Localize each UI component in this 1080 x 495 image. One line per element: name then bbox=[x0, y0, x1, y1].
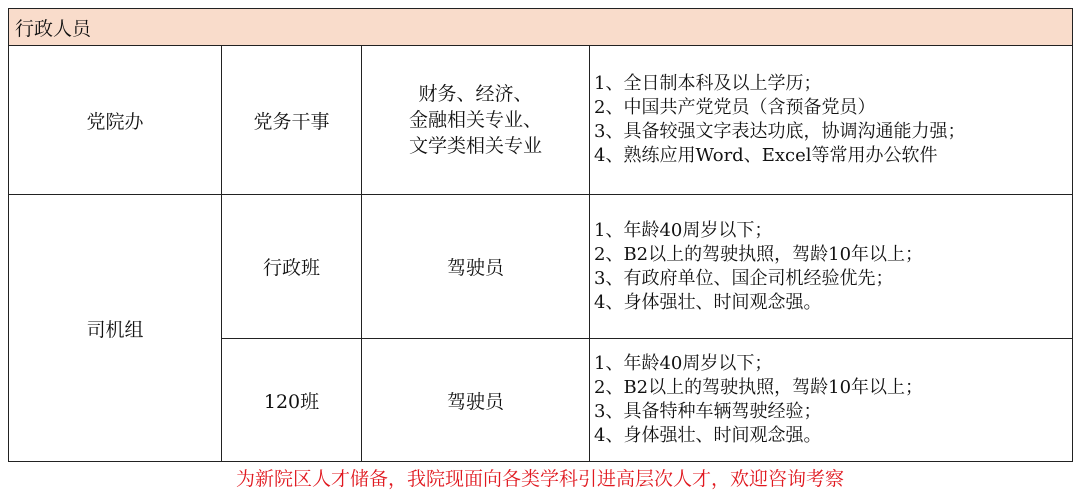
major-line: 财务、经济、 bbox=[418, 83, 533, 105]
section-title: 行政人员 bbox=[9, 9, 1073, 46]
major-line: 文学类相关专业 bbox=[408, 135, 542, 157]
position-cell: 党务干事 bbox=[222, 46, 362, 195]
recruitment-table-container bbox=[8, 8, 1072, 462]
requirement-item: 1、年龄40周岁以下； bbox=[594, 219, 773, 241]
requirement-item: 3、具备较强文字表达功底，协调沟通能力强； bbox=[594, 121, 966, 142]
position-cell: 驾驶员 bbox=[362, 195, 590, 339]
major-line: 金融相关专业、 bbox=[408, 109, 542, 131]
team-cell: 行政班 bbox=[222, 195, 362, 339]
requirement-item: 4、身体强壮、时间观念强。 bbox=[594, 291, 822, 313]
major-cell bbox=[362, 46, 590, 195]
team-cell: 120班 bbox=[222, 339, 362, 462]
requirement-item: 3、具备特种车辆驾驶经验； bbox=[594, 401, 822, 422]
requirement-item: 1、全日制本科及以上学历； bbox=[594, 73, 822, 94]
requirement-item: 2、中国共产党党员（含预备党员） bbox=[594, 97, 876, 118]
table-header-row bbox=[9, 9, 1073, 46]
requirements-cell bbox=[590, 195, 1073, 339]
requirements-cell bbox=[590, 339, 1073, 462]
department-cell: 党院办 bbox=[9, 46, 222, 195]
requirement-item: 2、B2以上的驾驶执照，驾龄10年以上； bbox=[594, 377, 924, 398]
requirement-item: 4、熟练应用Word、Excel等常用办公软件 bbox=[594, 145, 938, 166]
recruitment-table bbox=[8, 8, 1073, 462]
footer-notice: 为新院区人才储备，我院现面向各类学科引进高层次人才，欢迎咨询考察 bbox=[235, 468, 844, 490]
requirements-cell bbox=[590, 46, 1073, 195]
requirement-item: 1、年龄40周岁以下； bbox=[594, 353, 773, 374]
requirement-item: 4、身体强壮、时间观念强。 bbox=[594, 425, 822, 446]
position-cell: 驾驶员 bbox=[362, 339, 590, 462]
department-cell: 司机组 bbox=[9, 195, 222, 462]
table-row bbox=[9, 46, 1073, 195]
requirement-item: 2、B2以上的驾驶执照，驾龄10年以上； bbox=[594, 243, 924, 265]
table-row bbox=[9, 195, 1073, 339]
requirement-item: 3、有政府单位、国企司机经验优先； bbox=[594, 267, 894, 289]
